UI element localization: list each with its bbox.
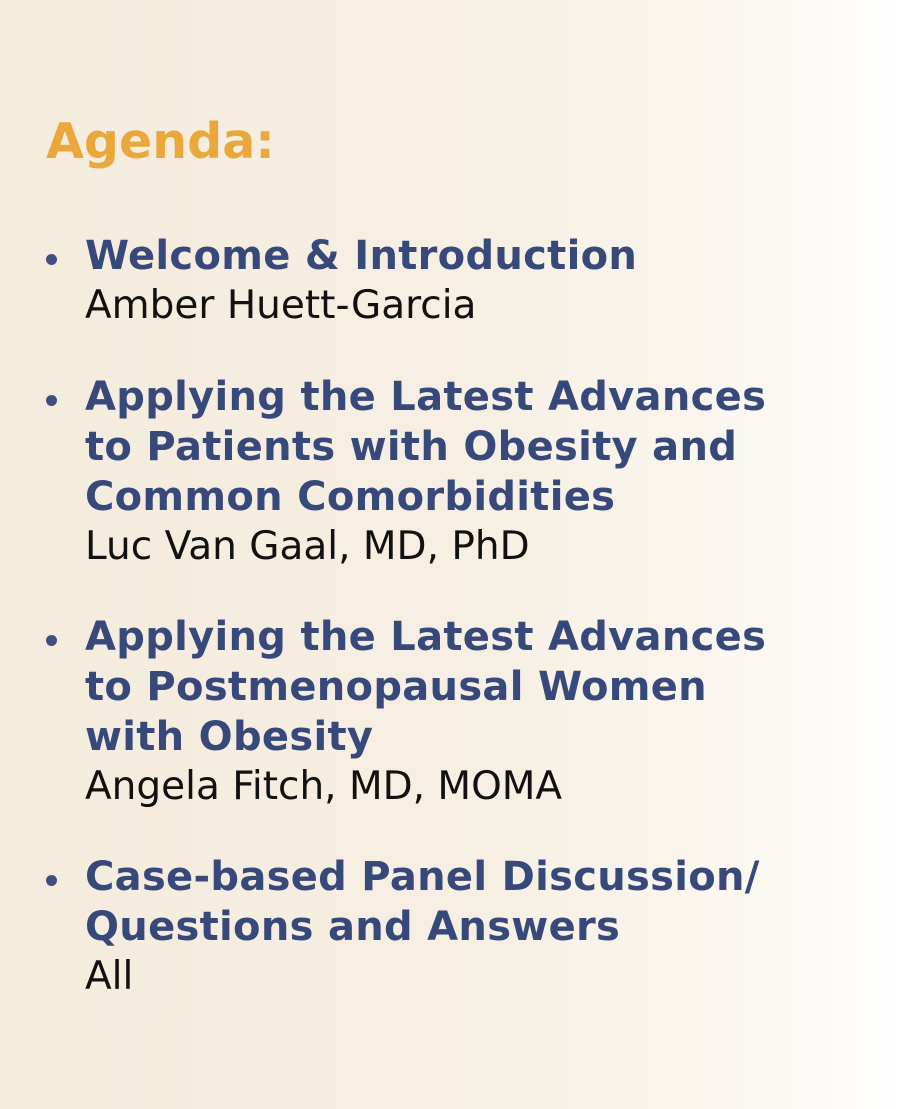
agenda-item-topic: Applying the Latest Advances to Postmenopausal Women with Obesity [85,614,767,760]
agenda-item-speaker: Angela Fitch, MD, MOMA [85,764,563,809]
agenda-item-postmenopausal [85,612,805,812]
agenda-item-comorbidities [85,372,805,572]
agenda-item-topic: Case-based Panel Discussion/ Questions and Answers [85,854,760,950]
agenda-item-topic: Applying the Latest Advances to Patients with Obesity and Common Comorbidities [85,374,767,520]
bullet-icon [46,395,57,406]
agenda-title: Agenda: [46,113,275,170]
bullet-icon [46,875,57,886]
agenda-item-speaker: Amber Huett-Garcia [85,283,477,328]
agenda-item-panel-discussion [85,852,805,1002]
agenda-item-speaker: All [85,954,134,999]
agenda-item-topic: Welcome & Introduction [85,233,638,279]
agenda-item-welcome [85,231,805,331]
agenda-item-speaker: Luc Van Gaal, MD, PhD [85,524,530,569]
bullet-icon [46,254,57,265]
bullet-icon [46,635,57,646]
